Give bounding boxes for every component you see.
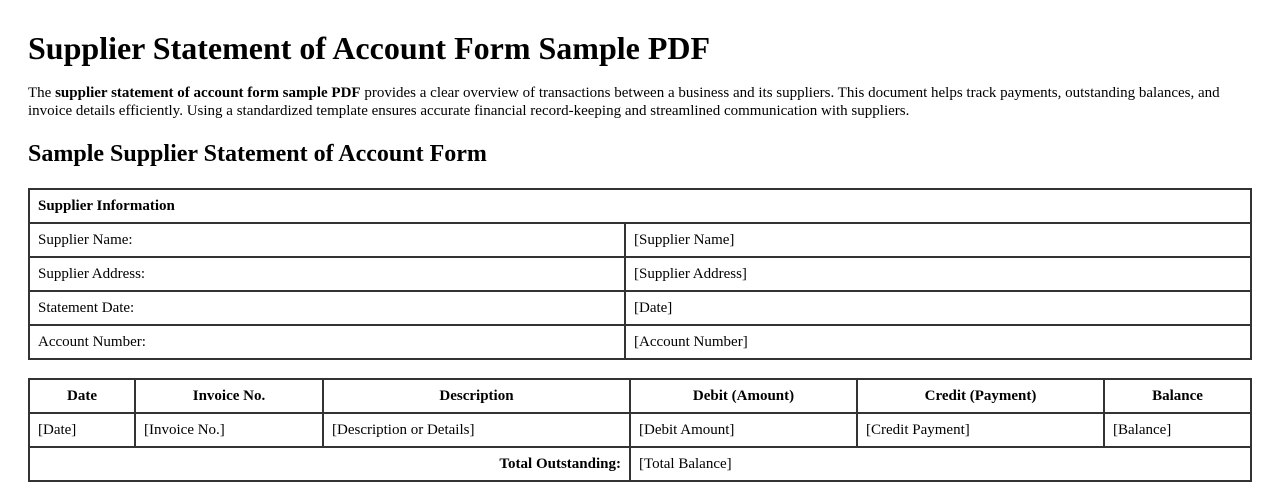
- column-header-credit: Credit (Payment): [857, 379, 1104, 413]
- table-row: [29, 223, 1251, 257]
- page-title: Supplier Statement of Account Form Sample PDF: [28, 30, 711, 66]
- intro-rest: provides a clear overview of transactions between a business and its suppliers. This document helps track payments, outstanding balances, and invoice details efficiently. Using a standardized template ensures accurate financial record-keeping and streamlined communication with suppliers.: [28, 85, 1220, 119]
- total-row: [29, 447, 1251, 481]
- account-number-label: Account Number:: [29, 325, 625, 359]
- column-header-debit: Debit (Amount): [630, 379, 857, 413]
- supplier-info-table: [28, 188, 1252, 360]
- cell-invoice-no: [Invoice No.]: [135, 413, 323, 447]
- cell-description: [Description or Details]: [323, 413, 630, 447]
- column-header-invoice-no: Invoice No.: [135, 379, 323, 413]
- table-row: [29, 257, 1251, 291]
- cell-date: [Date]: [29, 413, 135, 447]
- column-header-balance: Balance: [1104, 379, 1251, 413]
- total-outstanding-value: [Total Balance]: [630, 447, 1251, 481]
- account-number-value: [Account Number]: [625, 325, 1251, 359]
- supplier-address-value: [Supplier Address]: [625, 257, 1251, 291]
- column-header-description: Description: [323, 379, 630, 413]
- cell-balance: [Balance]: [1104, 413, 1251, 447]
- table-row: [29, 413, 1251, 447]
- table-row: [29, 325, 1251, 359]
- intro-bold: supplier statement of account form sample PDF: [55, 85, 361, 101]
- table-row: [29, 291, 1251, 325]
- transactions-header-row: [29, 379, 1251, 413]
- statement-date-value: [Date]: [625, 291, 1251, 325]
- supplier-address-label: Supplier Address:: [29, 257, 625, 291]
- intro-lead: The: [28, 85, 56, 101]
- cell-credit: [Credit Payment]: [857, 413, 1104, 447]
- statement-date-label: Statement Date:: [29, 291, 625, 325]
- supplier-info-header: Supplier Information: [29, 189, 1251, 223]
- supplier-name-value: [Supplier Name]: [625, 223, 1251, 257]
- cell-debit: [Debit Amount]: [630, 413, 857, 447]
- supplier-info-header-row: [29, 189, 1251, 223]
- intro-paragraph: [28, 84, 1250, 120]
- section-title: Sample Supplier Statement of Account Form: [28, 141, 487, 167]
- supplier-name-label: Supplier Name:: [29, 223, 625, 257]
- transactions-table: [28, 378, 1252, 482]
- column-header-date: Date: [29, 379, 135, 413]
- total-outstanding-label: Total Outstanding:: [29, 447, 630, 481]
